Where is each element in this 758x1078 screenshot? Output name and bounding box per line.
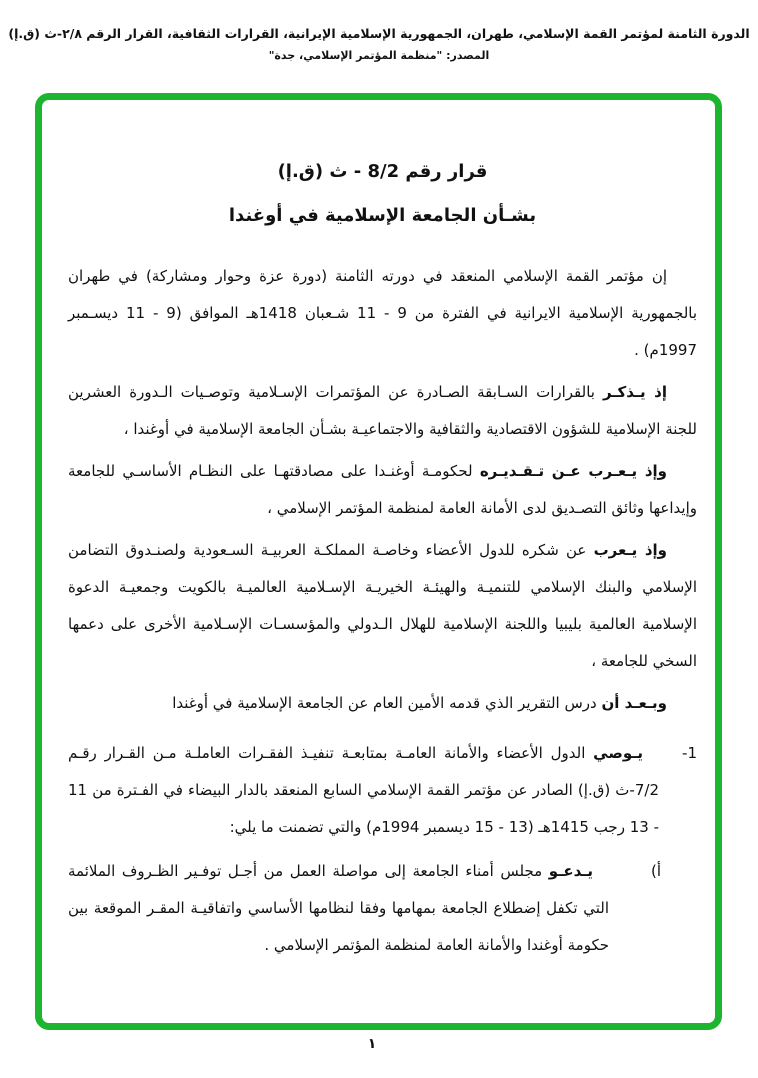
bold-lead: يـوصي: [593, 744, 643, 762]
resolution-title: [68, 150, 697, 238]
list-item-number: 1-: [682, 744, 697, 762]
green-border-frame: [35, 93, 722, 1030]
preamble-paragraph-2: إذ يـذكـر بالقرارات السـابقة الصـادرة عن المؤتمرات الإسـلامية وتوصـيات الـدورة العشرين للجنة الإسلامية للشؤون الاقتصادية والثقافية والاجتماعيـة بشـأن الجامعة الإسلامية في أوغندا ،: [68, 383, 697, 438]
operative-item-1: 1- يـوصي الدول الأعضاء والأمانة العامـة بمتابعـة تنفيـذ الفقـرات العاملـة مـن القـرار رقـم 7/2-ث (ق.إ) الصادر عن مؤتمر القمة الإسلامي السابع المنعقد بالدار البيضاء في الفـترة من 11 - 13 رجب 1415هـ (13 - 15 ديسمبر 1994م) والتي تضمنت ما يلي:: [68, 735, 697, 846]
operative-item-1a: أ) يـدعـو مجلس أمناء الجامعة إلى مواصلة العمل من أجـل توفـير الظـروف الملائمة التي تكفل إضطلاع الجامعة بمهامها وفقا لنظامها الأساسي واتفاقيـة المقـر الموقعة بين حكومة أوغندا والأمانة العامة لمنظمة المؤتمر الإسلامي .: [68, 853, 661, 964]
resolution-subject-line: بشـأن الجامعة الإسلامية في أوغندا: [228, 205, 537, 226]
document-content: [42, 100, 715, 964]
preamble-paragraph-4: وإذ يـعرب عن شكره للدول الأعضاء وخاصـة المملكـة العربيـة السـعودية ولصنـدوق التضامن الإسلامي والبنك الإسلامي للتنميـة والهيئـة الخيريـة الإسـلامية العالميـة بالكويت وجمعيـة الدعوة الإسلامية العالمية بليبيا واللجنة الإسلامية للهلال الـدولي والمؤسسـات الإسـلامية الأخرى على دعمها السخي للجامعة ،: [68, 541, 697, 670]
header-session-line: الدورة الثامنة لمؤتمر القمة الإسلامي، طهران، الجمهورية الإسلامية الإيرانية، القرارات الثقافية، القرار الرقم ٢/٨-ث (ق.إ): [8, 26, 750, 41]
bold-lead: وإذ يـعـرب عـن تـقـديـره: [479, 462, 667, 480]
bold-lead: وإذ يـعرب: [593, 541, 667, 559]
header-source-line: المصدر: "منظمة المؤتمر الإسلامي، جدة": [268, 49, 490, 62]
preamble-paragraph-3: وإذ يـعـرب عـن تـقـديـره لحكومـة أوغنـدا على مصادقتهـا على النظـام الأساسـي للجامعة وإيداعها وثائق التصـديق لدى الأمانة العامة لمنظمة المؤتمر الإسلامي ،: [68, 462, 697, 517]
preamble-paragraph-5: وبـعـد أن درس التقرير الذي قدمه الأمين العام عن الجامعة الإسلامية في أوغندا: [172, 694, 667, 712]
list-item-letter: أ): [650, 862, 661, 880]
preamble-paragraph-1: إن مؤتمر القمة الإسلامي المنعقد في دورته الثامنة (دورة عزة وحوار ومشاركة) في طهران بالجمهورية الإسلامية الايرانية في الفترة من 9 - 11 شـعبان 1418هـ الموافق (9 - 11 ديسـمبر 1997م) .: [68, 267, 698, 359]
page-number: ١: [367, 1036, 377, 1052]
bold-lead: وبـعـد أن: [601, 694, 667, 712]
resolution-number-line: قرار رقم 8/2 - ث (ق.إ): [277, 161, 488, 182]
catalog-header: [0, 0, 758, 62]
bold-lead: يـدعـو: [548, 862, 593, 880]
bold-lead: إذ يـذكـر: [603, 383, 667, 401]
